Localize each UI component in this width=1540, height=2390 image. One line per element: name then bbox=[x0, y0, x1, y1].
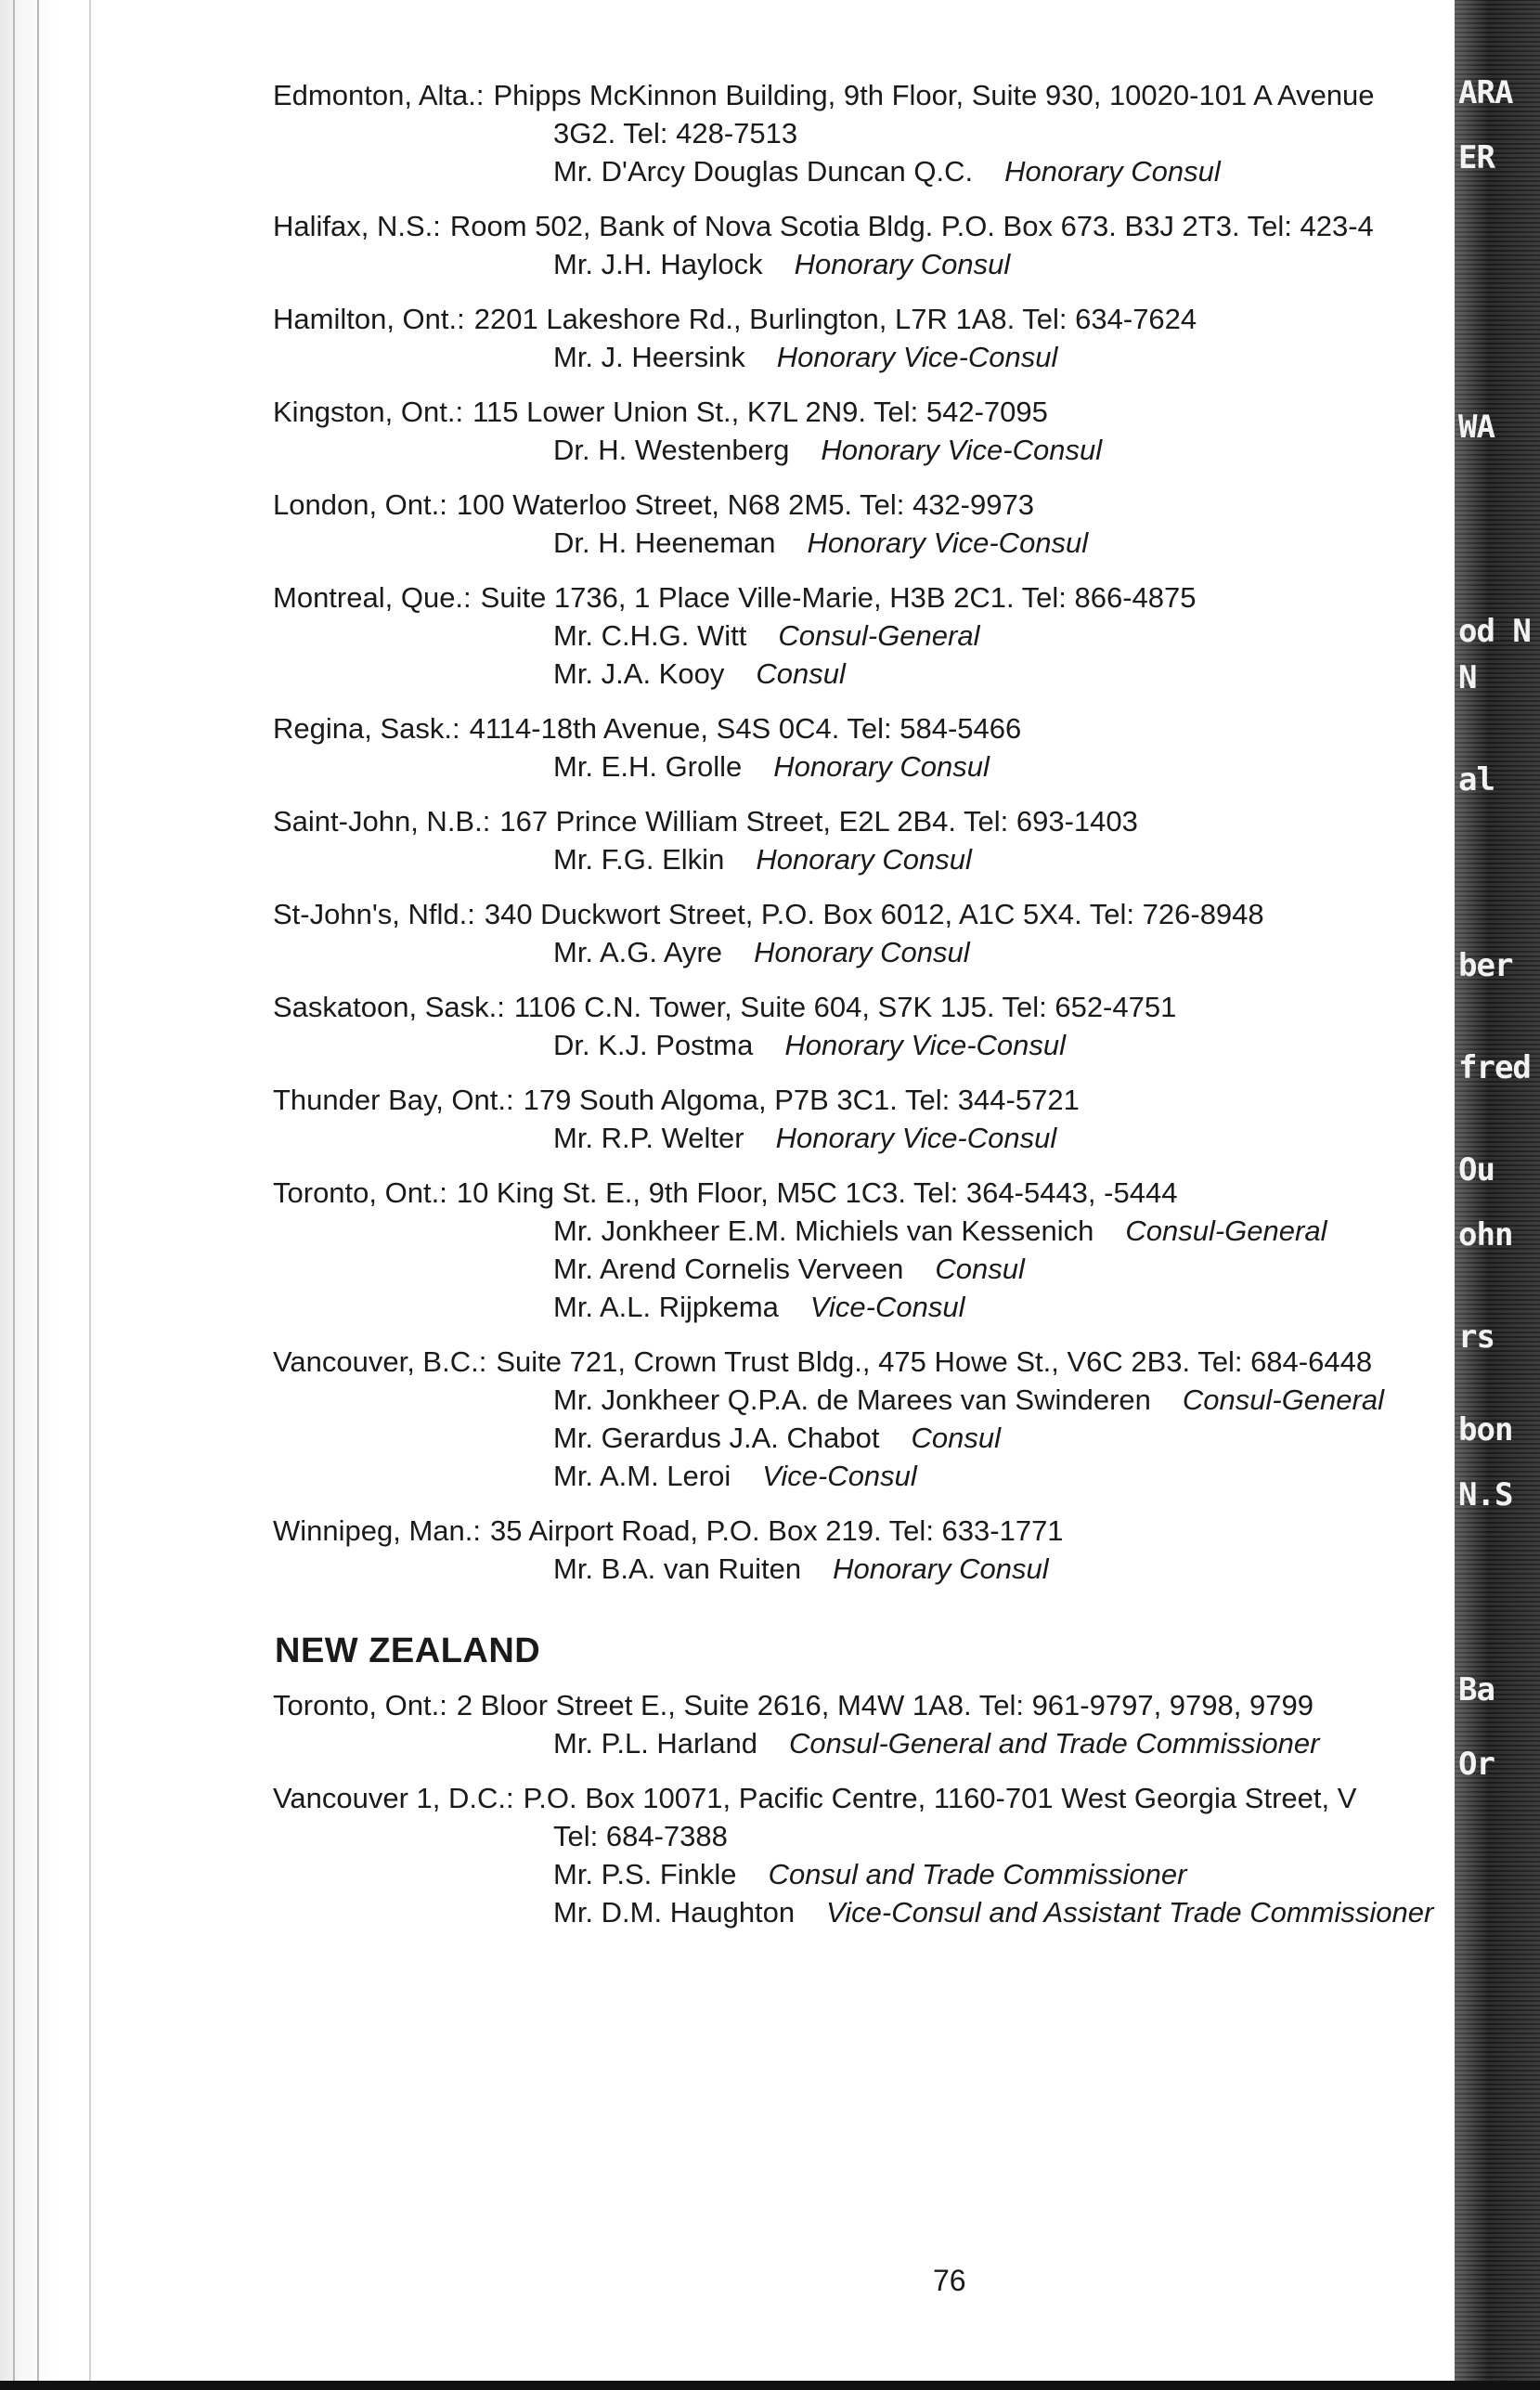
city-label: Thunder Bay, Ont.: bbox=[273, 1084, 514, 1116]
consulate-entry bbox=[273, 486, 1455, 562]
official-name: Mr. Jonkheer E.M. Michiels van Kessenich bbox=[553, 1214, 1094, 1247]
edge-text-fragment: fred bbox=[1458, 1049, 1531, 1086]
consulate-entry bbox=[273, 1686, 1455, 1762]
edge-text-fragment: ER bbox=[1458, 139, 1495, 176]
official-name: Dr. K.J. Postma bbox=[553, 1029, 754, 1061]
address-text: Suite 1736, 1 Place Ville-Marie, H3B 2C1. Tel: 866-4875 bbox=[480, 581, 1197, 614]
entry-location-line bbox=[273, 578, 1455, 617]
address-text: 100 Waterloo Street, N68 2M5. Tel: 432-9973 bbox=[456, 488, 1034, 521]
official-title: Honorary Vice-Consul bbox=[775, 1122, 1057, 1154]
address-text: 2 Bloor Street E., Suite 2616, M4W 1A8. Tel: 961-9797, 9798, 9799 bbox=[456, 1689, 1314, 1721]
consulate-entry bbox=[273, 393, 1455, 469]
page-number: 76 bbox=[933, 2264, 966, 2297]
official-line bbox=[273, 617, 1455, 655]
official-line bbox=[273, 1724, 1455, 1762]
consulate-entry bbox=[273, 988, 1455, 1064]
official-name: Mr. E.H. Grolle bbox=[553, 750, 743, 783]
city-label: Toronto, Ont.: bbox=[273, 1176, 447, 1209]
official-title: Honorary Consul bbox=[754, 936, 970, 968]
city-label: Halifax, N.S.: bbox=[273, 210, 441, 242]
entry-location-line bbox=[273, 1779, 1455, 1817]
official-line bbox=[273, 338, 1455, 376]
address-continuation: Tel: 684-7388 bbox=[553, 1820, 728, 1852]
address-text: 340 Duckwort Street, P.O. Box 6012, A1C 5X4. Tel: 726-8948 bbox=[484, 898, 1264, 930]
consulate-entry bbox=[273, 300, 1455, 376]
official-name: Mr. R.P. Welter bbox=[553, 1122, 744, 1154]
official-title: Honorary Vice-Consul bbox=[776, 341, 1058, 373]
netherlands-consulates-list bbox=[273, 76, 1455, 1588]
official-name: Mr. P.L. Harland bbox=[553, 1727, 757, 1760]
official-line bbox=[273, 1026, 1455, 1064]
official-title: Consul bbox=[935, 1253, 1025, 1285]
adjacent-page-edge bbox=[1455, 0, 1540, 2390]
official-name: Mr. B.A. van Ruiten bbox=[553, 1552, 802, 1585]
official-title: Honorary Consul bbox=[773, 750, 990, 783]
consulate-entry bbox=[273, 1512, 1455, 1588]
entry-location-line bbox=[273, 802, 1455, 840]
address-text: Room 502, Bank of Nova Scotia Bldg. P.O. Box 673. B3J 2T3. Tel: 423-4 bbox=[449, 210, 1374, 242]
official-title: Honorary Consul bbox=[756, 843, 972, 876]
edge-text-fragment: bon bbox=[1458, 1411, 1513, 1448]
official-name: Mr. J. Heersink bbox=[553, 341, 745, 373]
new-zealand-consulates-list bbox=[273, 1686, 1455, 1931]
official-name: Mr. Gerardus J.A. Chabot bbox=[553, 1422, 880, 1454]
entry-location-line bbox=[273, 393, 1455, 431]
official-line bbox=[273, 933, 1455, 971]
entry-location-line bbox=[273, 1512, 1455, 1550]
entry-location-line bbox=[273, 1686, 1455, 1724]
page-bottom-rule bbox=[0, 2381, 1540, 2390]
consulate-entry bbox=[273, 1343, 1455, 1495]
official-name: Dr. H. Heeneman bbox=[553, 526, 776, 559]
address-continuation: 3G2. Tel: 428-7513 bbox=[553, 117, 798, 149]
city-label: Vancouver 1, D.C.: bbox=[273, 1782, 514, 1814]
official-line bbox=[273, 152, 1455, 190]
official-name: Dr. H. Westenberg bbox=[553, 434, 790, 466]
official-line bbox=[273, 1893, 1455, 1931]
edge-text-fragment: N.S bbox=[1458, 1476, 1513, 1513]
official-name: Mr. J.A. Kooy bbox=[553, 657, 725, 690]
official-name: Mr. F.G. Elkin bbox=[553, 843, 725, 876]
official-title: Honorary Vice-Consul bbox=[784, 1029, 1067, 1061]
official-line bbox=[273, 431, 1455, 469]
address-text: Suite 721, Crown Trust Bldg., 475 Howe St., V6C 2B3. Tel: 684-6448 bbox=[496, 1345, 1373, 1378]
entry-location-line bbox=[273, 1343, 1455, 1381]
official-title: Consul and Trade Commissioner bbox=[768, 1858, 1187, 1890]
entry-location-line bbox=[273, 988, 1455, 1026]
official-title: Honorary Consul bbox=[794, 248, 1011, 280]
official-title: Consul-General and Trade Commissioner bbox=[788, 1727, 1320, 1760]
official-title: Consul bbox=[911, 1422, 1001, 1454]
consulate-entry bbox=[273, 578, 1455, 693]
official-line bbox=[273, 1212, 1455, 1250]
edge-text-fragment: al bbox=[1458, 761, 1495, 799]
city-label: Edmonton, Alta.: bbox=[273, 79, 485, 111]
official-name: Mr. Jonkheer Q.P.A. de Marees van Swinderen bbox=[553, 1383, 1151, 1416]
edge-text-fragment: Ou bbox=[1458, 1151, 1495, 1189]
consulate-entry bbox=[273, 1779, 1455, 1931]
edge-text-fragment: ohn bbox=[1458, 1216, 1513, 1253]
consulate-entry bbox=[273, 207, 1455, 283]
edge-text-fragment: od N bbox=[1458, 613, 1531, 650]
edge-text-fragment: ber bbox=[1458, 947, 1513, 984]
official-line bbox=[273, 245, 1455, 283]
official-line bbox=[273, 524, 1455, 562]
consulate-entry bbox=[273, 709, 1455, 786]
official-name: Mr. A.G. Ayre bbox=[553, 936, 723, 968]
book-gutter bbox=[0, 0, 102, 2390]
official-title: Vice-Consul bbox=[809, 1291, 965, 1323]
city-label: Toronto, Ont.: bbox=[273, 1689, 447, 1721]
address-text: 115 Lower Union St., K7L 2N9. Tel: 542-7095 bbox=[472, 396, 1048, 428]
entry-location-line bbox=[273, 300, 1455, 338]
official-name: Mr. P.S. Finkle bbox=[553, 1858, 737, 1890]
official-line bbox=[273, 1550, 1455, 1588]
official-title: Honorary Vice-Consul bbox=[821, 434, 1103, 466]
address-text: 4114-18th Avenue, S4S 0C4. Tel: 584-5466 bbox=[469, 712, 1022, 745]
official-name: Mr. A.L. Rijpkema bbox=[553, 1291, 779, 1323]
city-label: London, Ont.: bbox=[273, 488, 447, 521]
official-title: Consul bbox=[756, 657, 846, 690]
official-name: Mr. A.M. Leroi bbox=[553, 1460, 731, 1492]
edge-text-fragment: WA bbox=[1458, 409, 1495, 446]
official-line bbox=[273, 1457, 1455, 1495]
edge-text-fragment: Ba bbox=[1458, 1671, 1495, 1708]
consulate-entry bbox=[273, 1174, 1455, 1326]
official-name: Mr. C.H.G. Witt bbox=[553, 619, 747, 652]
official-name: Mr. D'Arcy Douglas Duncan Q.C. bbox=[553, 155, 974, 188]
section-heading-new-zealand: NEW ZEALAND bbox=[275, 1631, 541, 1670]
address-text: 179 South Algoma, P7B 3C1. Tel: 344-5721 bbox=[523, 1084, 1080, 1116]
address-text: P.O. Box 10071, Pacific Centre, 1160-701 West Georgia Street, V bbox=[523, 1782, 1357, 1814]
consulate-entry bbox=[273, 1081, 1455, 1157]
edge-text-fragment: Or bbox=[1458, 1746, 1495, 1783]
city-label: Regina, Sask.: bbox=[273, 712, 460, 745]
official-line bbox=[273, 747, 1455, 786]
consulate-directory bbox=[273, 76, 1455, 1948]
official-name: Mr. D.M. Haughton bbox=[553, 1896, 796, 1929]
city-label: Winnipeg, Man.: bbox=[273, 1514, 481, 1547]
official-line bbox=[273, 655, 1455, 693]
address-text: 35 Airport Road, P.O. Box 219. Tel: 633-1771 bbox=[490, 1514, 1064, 1547]
city-label: Saint-John, N.B.: bbox=[273, 805, 491, 838]
entry-location-line bbox=[273, 895, 1455, 933]
entry-location-line bbox=[273, 1174, 1455, 1212]
city-label: Kingston, Ont.: bbox=[273, 396, 464, 428]
official-line bbox=[273, 1855, 1455, 1893]
official-line bbox=[273, 1119, 1455, 1157]
official-name: Mr. J.H. Haylock bbox=[553, 248, 763, 280]
official-line bbox=[273, 840, 1455, 878]
city-label: Hamilton, Ont.: bbox=[273, 303, 465, 335]
consulate-entry bbox=[273, 76, 1455, 190]
address-text: 167 Prince William Street, E2L 2B4. Tel: 693-1403 bbox=[499, 805, 1138, 838]
address-text: 2201 Lakeshore Rd., Burlington, L7R 1A8. Tel: 634-7624 bbox=[473, 303, 1197, 335]
entry-location-line bbox=[273, 207, 1455, 245]
official-title: Vice-Consul and Assistant Trade Commissioner bbox=[826, 1896, 1434, 1929]
edge-text-fragment: N bbox=[1458, 659, 1477, 696]
official-line bbox=[273, 1419, 1455, 1457]
official-title: Honorary Vice-Consul bbox=[807, 526, 1089, 559]
city-label: Vancouver, B.C.: bbox=[273, 1345, 487, 1378]
edge-text-fragment: rs bbox=[1458, 1318, 1495, 1356]
official-line bbox=[273, 1381, 1455, 1419]
official-title: Consul-General bbox=[778, 619, 980, 652]
address-text: Phipps McKinnon Building, 9th Floor, Suite 930, 10020-101 A Avenue bbox=[493, 79, 1375, 111]
official-title: Consul-General bbox=[1125, 1214, 1327, 1247]
entry-location-line bbox=[273, 1081, 1455, 1119]
address-text: 10 King St. E., 9th Floor, M5C 1C3. Tel: 364-5443, -5444 bbox=[456, 1176, 1178, 1209]
edge-text-fragment: ARA bbox=[1458, 74, 1513, 111]
official-title: Vice-Consul bbox=[762, 1460, 917, 1492]
official-line bbox=[273, 1250, 1455, 1288]
city-label: St-John's, Nfld.: bbox=[273, 898, 475, 930]
city-label: Saskatoon, Sask.: bbox=[273, 991, 505, 1023]
entry-location-line bbox=[273, 76, 1455, 114]
address-text: 1106 C.N. Tower, Suite 604, S7K 1J5. Tel: 652-4751 bbox=[513, 991, 1177, 1023]
consulate-entry bbox=[273, 895, 1455, 971]
official-title: Honorary Consul bbox=[1004, 155, 1221, 188]
official-line bbox=[273, 1288, 1455, 1326]
official-name: Mr. Arend Cornelis Verveen bbox=[553, 1253, 904, 1285]
entry-location-line bbox=[273, 709, 1455, 747]
official-title: Honorary Consul bbox=[833, 1552, 1049, 1585]
city-label: Montreal, Que.: bbox=[273, 581, 472, 614]
consulate-entry bbox=[273, 802, 1455, 878]
official-title: Consul-General bbox=[1182, 1383, 1384, 1416]
entry-location-line bbox=[273, 486, 1455, 524]
